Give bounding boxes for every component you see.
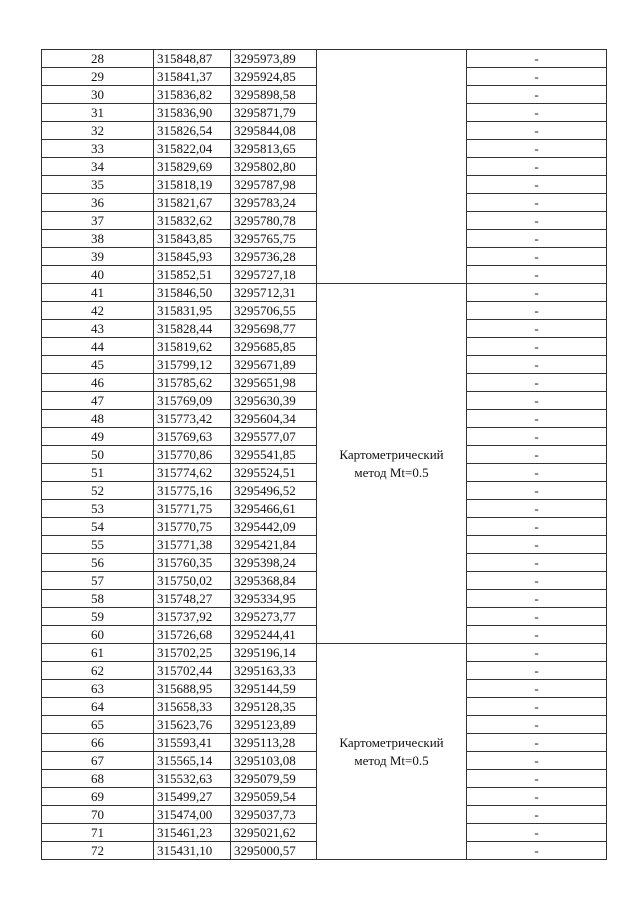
y-coordinate-cell: 3295398,24 [231,554,317,572]
note-cell: - [467,338,607,356]
x-coordinate-cell: 315836,90 [154,104,231,122]
y-coordinate-cell: 3295000,57 [231,842,317,860]
y-coordinate-cell: 3295813,65 [231,140,317,158]
note-cell: - [467,626,607,644]
method-cell [317,284,467,644]
note-cell: - [467,554,607,572]
x-coordinate-cell: 315737,92 [154,608,231,626]
note-cell: - [467,50,607,68]
y-coordinate-cell: 3295651,98 [231,374,317,392]
point-number-cell: 42 [42,302,154,320]
y-coordinate-cell: 3295765,75 [231,230,317,248]
x-coordinate-cell: 315726,68 [154,626,231,644]
y-coordinate-cell: 3295802,80 [231,158,317,176]
note-cell: - [467,320,607,338]
x-coordinate-cell: 315461,23 [154,824,231,842]
y-coordinate-cell: 3295496,52 [231,482,317,500]
note-cell: - [467,716,607,734]
x-coordinate-cell: 315821,67 [154,194,231,212]
x-coordinate-cell: 315565,14 [154,752,231,770]
point-number-cell: 53 [42,500,154,518]
point-number-cell: 64 [42,698,154,716]
method-text: Картометрический [339,734,444,750]
note-cell: - [467,212,607,230]
note-cell: - [467,428,607,446]
x-coordinate-cell: 315828,44 [154,320,231,338]
x-coordinate-cell: 315771,38 [154,536,231,554]
x-coordinate-cell: 315769,63 [154,428,231,446]
x-coordinate-cell: 315474,00 [154,806,231,824]
x-coordinate-cell: 315831,95 [154,302,231,320]
point-number-cell: 54 [42,518,154,536]
x-coordinate-cell: 315688,95 [154,680,231,698]
note-cell: - [467,842,607,860]
note-cell: - [467,500,607,518]
note-cell: - [467,230,607,248]
x-coordinate-cell: 315770,75 [154,518,231,536]
point-number-cell: 37 [42,212,154,230]
point-number-cell: 43 [42,320,154,338]
y-coordinate-cell: 3295706,55 [231,302,317,320]
note-cell: - [467,482,607,500]
y-coordinate-cell: 3295334,95 [231,590,317,608]
point-number-cell: 66 [42,734,154,752]
y-coordinate-cell: 3295736,28 [231,248,317,266]
y-coordinate-cell: 3295524,51 [231,464,317,482]
y-coordinate-cell: 3295712,31 [231,284,317,302]
y-coordinate-cell: 3295163,33 [231,662,317,680]
y-coordinate-cell: 3295973,89 [231,50,317,68]
x-coordinate-cell: 315658,33 [154,698,231,716]
point-number-cell: 49 [42,428,154,446]
x-coordinate-cell: 315836,82 [154,86,231,104]
y-coordinate-cell: 3295244,41 [231,626,317,644]
note-cell: - [467,176,607,194]
x-coordinate-cell: 315760,35 [154,554,231,572]
point-number-cell: 55 [42,536,154,554]
point-number-cell: 71 [42,824,154,842]
note-cell: - [467,824,607,842]
note-cell: - [467,248,607,266]
x-coordinate-cell: 315775,16 [154,482,231,500]
method-cell [317,50,467,284]
note-cell: - [467,356,607,374]
point-number-cell: 56 [42,554,154,572]
x-coordinate-cell: 315499,27 [154,788,231,806]
y-coordinate-cell: 3295368,84 [231,572,317,590]
point-number-cell: 32 [42,122,154,140]
x-coordinate-cell: 315845,93 [154,248,231,266]
x-coordinate-cell: 315593,41 [154,734,231,752]
y-coordinate-cell: 3295898,58 [231,86,317,104]
x-coordinate-cell: 315799,12 [154,356,231,374]
x-coordinate-cell: 315843,85 [154,230,231,248]
point-number-cell: 61 [42,644,154,662]
x-coordinate-cell: 315785,62 [154,374,231,392]
note-cell: - [467,806,607,824]
x-coordinate-cell: 315822,04 [154,140,231,158]
y-coordinate-cell: 3295144,59 [231,680,317,698]
table-row [42,644,607,662]
note-cell: - [467,140,607,158]
x-coordinate-cell: 315770,86 [154,446,231,464]
y-coordinate-cell: 3295123,89 [231,716,317,734]
note-cell: - [467,590,607,608]
point-number-cell: 46 [42,374,154,392]
y-coordinate-cell: 3295273,77 [231,608,317,626]
table-row [42,284,607,302]
table-row [42,50,607,68]
note-cell: - [467,122,607,140]
y-coordinate-cell: 3295196,14 [231,644,317,662]
coordinates-table [41,49,607,860]
point-number-cell: 28 [42,50,154,68]
method-text: Картометрический [339,446,444,462]
x-coordinate-cell: 315771,75 [154,500,231,518]
y-coordinate-cell: 3295780,78 [231,212,317,230]
x-coordinate-cell: 315774,62 [154,464,231,482]
x-coordinate-cell: 315702,44 [154,662,231,680]
point-number-cell: 51 [42,464,154,482]
point-number-cell: 39 [42,248,154,266]
y-coordinate-cell: 3295787,98 [231,176,317,194]
note-cell: - [467,464,607,482]
note-cell: - [467,788,607,806]
x-coordinate-cell: 315623,76 [154,716,231,734]
point-number-cell: 40 [42,266,154,284]
y-coordinate-cell: 3295783,24 [231,194,317,212]
note-cell: - [467,770,607,788]
point-number-cell: 44 [42,338,154,356]
x-coordinate-cell: 315819,62 [154,338,231,356]
note-cell: - [467,698,607,716]
point-number-cell: 30 [42,86,154,104]
point-number-cell: 41 [42,284,154,302]
point-number-cell: 45 [42,356,154,374]
point-number-cell: 36 [42,194,154,212]
y-coordinate-cell: 3295059,54 [231,788,317,806]
y-coordinate-cell: 3295685,85 [231,338,317,356]
point-number-cell: 57 [42,572,154,590]
note-cell: - [467,446,607,464]
note-cell: - [467,194,607,212]
point-number-cell: 50 [42,446,154,464]
point-number-cell: 29 [42,68,154,86]
point-number-cell: 35 [42,176,154,194]
note-cell: - [467,104,607,122]
x-coordinate-cell: 315829,69 [154,158,231,176]
note-cell: - [467,86,607,104]
x-coordinate-cell: 315532,63 [154,770,231,788]
note-cell: - [467,572,607,590]
point-number-cell: 68 [42,770,154,788]
point-number-cell: 48 [42,410,154,428]
point-number-cell: 72 [42,842,154,860]
point-number-cell: 59 [42,608,154,626]
method-cell [317,644,467,860]
y-coordinate-cell: 3295630,39 [231,392,317,410]
y-coordinate-cell: 3295844,08 [231,122,317,140]
x-coordinate-cell: 315852,51 [154,266,231,284]
note-cell: - [467,536,607,554]
y-coordinate-cell: 3295541,85 [231,446,317,464]
x-coordinate-cell: 315773,42 [154,410,231,428]
y-coordinate-cell: 3295113,28 [231,734,317,752]
note-cell: - [467,518,607,536]
point-number-cell: 38 [42,230,154,248]
point-number-cell: 65 [42,716,154,734]
note-cell: - [467,752,607,770]
note-cell: - [467,410,607,428]
note-cell: - [467,680,607,698]
x-coordinate-cell: 315702,25 [154,644,231,662]
point-number-cell: 47 [42,392,154,410]
y-coordinate-cell: 3295103,08 [231,752,317,770]
note-cell: - [467,284,607,302]
x-coordinate-cell: 315832,62 [154,212,231,230]
x-coordinate-cell: 315848,87 [154,50,231,68]
y-coordinate-cell: 3295128,35 [231,698,317,716]
y-coordinate-cell: 3295671,89 [231,356,317,374]
point-number-cell: 67 [42,752,154,770]
x-coordinate-cell: 315750,02 [154,572,231,590]
point-number-cell: 70 [42,806,154,824]
y-coordinate-cell: 3295577,07 [231,428,317,446]
y-coordinate-cell: 3295698,77 [231,320,317,338]
point-number-cell: 31 [42,104,154,122]
note-cell: - [467,662,607,680]
note-cell: - [467,392,607,410]
x-coordinate-cell: 315748,27 [154,590,231,608]
x-coordinate-cell: 315431,10 [154,842,231,860]
y-coordinate-cell: 3295079,59 [231,770,317,788]
point-number-cell: 52 [42,482,154,500]
note-cell: - [467,374,607,392]
note-cell: - [467,158,607,176]
point-number-cell: 63 [42,680,154,698]
method-text: метод Mt=0.5 [354,464,429,480]
x-coordinate-cell: 315841,37 [154,68,231,86]
y-coordinate-cell: 3295466,61 [231,500,317,518]
point-number-cell: 60 [42,626,154,644]
point-number-cell: 69 [42,788,154,806]
method-text: метод Mt=0.5 [354,752,429,768]
y-coordinate-cell: 3295727,18 [231,266,317,284]
y-coordinate-cell: 3295604,34 [231,410,317,428]
point-number-cell: 62 [42,662,154,680]
y-coordinate-cell: 3295037,73 [231,806,317,824]
x-coordinate-cell: 315846,50 [154,284,231,302]
note-cell: - [467,302,607,320]
note-cell: - [467,68,607,86]
x-coordinate-cell: 315769,09 [154,392,231,410]
x-coordinate-cell: 315826,54 [154,122,231,140]
note-cell: - [467,608,607,626]
y-coordinate-cell: 3295421,84 [231,536,317,554]
note-cell: - [467,266,607,284]
y-coordinate-cell: 3295442,09 [231,518,317,536]
coordinates-table-body [42,50,607,860]
point-number-cell: 58 [42,590,154,608]
note-cell: - [467,734,607,752]
note-cell: - [467,644,607,662]
y-coordinate-cell: 3295021,62 [231,824,317,842]
x-coordinate-cell: 315818,19 [154,176,231,194]
y-coordinate-cell: 3295871,79 [231,104,317,122]
point-number-cell: 33 [42,140,154,158]
y-coordinate-cell: 3295924,85 [231,68,317,86]
point-number-cell: 34 [42,158,154,176]
